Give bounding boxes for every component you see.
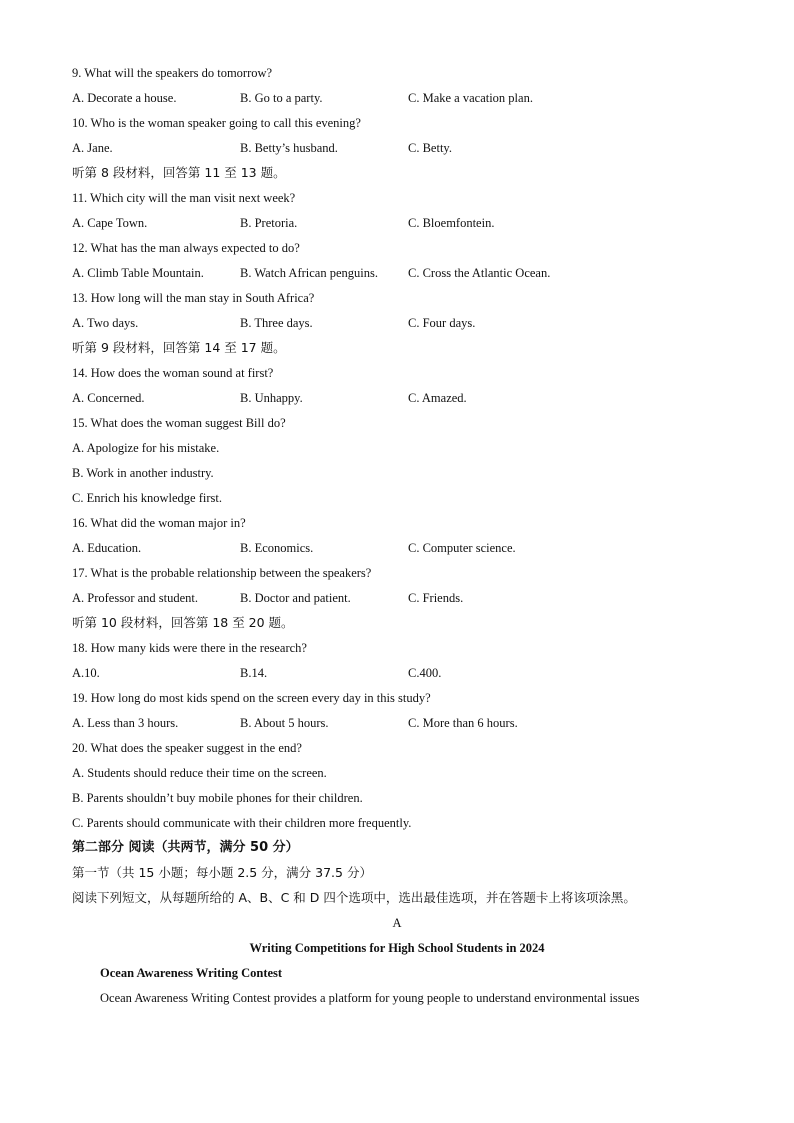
option-b: B. Doctor and patient. bbox=[240, 591, 351, 605]
question-10-options bbox=[72, 139, 722, 164]
contest-heading: Ocean Awareness Writing Contest bbox=[100, 966, 283, 980]
question-13: 13. How long will the man stay in South Africa? bbox=[72, 291, 315, 305]
question-18-options bbox=[72, 664, 722, 689]
page-content bbox=[72, 64, 722, 1014]
question-11: 11. Which city will the man visit next week? bbox=[72, 191, 296, 205]
option-b: B. Unhappy. bbox=[240, 391, 303, 405]
question-12-options bbox=[72, 264, 722, 289]
option-c: C. Computer science. bbox=[408, 541, 516, 555]
part-2-section-1: 第一节（共 15 小题；每小题 2.5 分，满分 37.5 分） bbox=[72, 865, 372, 880]
section-8-instruction: 听第 8 段材料，回答第 11 至 13 题。 bbox=[72, 165, 286, 180]
section-9-instruction: 听第 9 段材料，回答第 14 至 17 题。 bbox=[72, 340, 286, 355]
option-a: A. Jane. bbox=[72, 141, 113, 155]
option-a: A. Climb Table Mountain. bbox=[72, 266, 204, 280]
option-a: A. Less than 3 hours. bbox=[72, 716, 179, 730]
option-c: C. Four days. bbox=[408, 316, 476, 330]
question-9: 9. What will the speakers do tomorrow? bbox=[72, 66, 273, 80]
question-14-options bbox=[72, 389, 722, 414]
passage-letter: A bbox=[392, 916, 402, 930]
question-11-options bbox=[72, 214, 722, 239]
option-b: B. Watch African penguins. bbox=[240, 266, 378, 280]
contest-text: Ocean Awareness Writing Contest provides a platform for young people to understand environmental issues bbox=[100, 991, 640, 1005]
question-19-options bbox=[72, 714, 722, 739]
option-c: C. Betty. bbox=[408, 141, 452, 155]
question-12: 12. What has the man always expected to do? bbox=[72, 241, 300, 255]
option-a: A. Concerned. bbox=[72, 391, 145, 405]
option-b: B. Go to a party. bbox=[240, 91, 323, 105]
option-c: C. Cross the Atlantic Ocean. bbox=[408, 266, 551, 280]
question-16-options bbox=[72, 539, 722, 564]
option-c: C.400. bbox=[408, 666, 442, 680]
option-c: C. Amazed. bbox=[408, 391, 467, 405]
option-a: A. Decorate a house. bbox=[72, 91, 177, 105]
question-17-options bbox=[72, 589, 722, 614]
option-b: B. Three days. bbox=[240, 316, 313, 330]
option-b: B. Parents shouldn’t buy mobile phones for their children. bbox=[72, 791, 363, 805]
option-c: C. Bloemfontein. bbox=[408, 216, 495, 230]
option-b: B. Pretoria. bbox=[240, 216, 298, 230]
option-a: A. Students should reduce their time on the screen. bbox=[72, 766, 327, 780]
part-2-title: 第二部分 阅读（共两节，满分 50 分） bbox=[72, 840, 299, 855]
option-b: B. Work in another industry. bbox=[72, 466, 214, 480]
question-20: 20. What does the speaker suggest in the end? bbox=[72, 741, 302, 755]
question-18: 18. How many kids were there in the research? bbox=[72, 641, 307, 655]
option-c: C. Friends. bbox=[408, 591, 464, 605]
option-a: A. Cape Town. bbox=[72, 216, 148, 230]
question-14: 14. How does the woman sound at first? bbox=[72, 366, 274, 380]
section-10-instruction: 听第 10 段材料，回答第 18 至 20 题。 bbox=[72, 615, 294, 630]
option-a: A.10. bbox=[72, 666, 100, 680]
question-16: 16. What did the woman major in? bbox=[72, 516, 246, 530]
option-b: B.14. bbox=[240, 666, 268, 680]
option-a: A. Two days. bbox=[72, 316, 139, 330]
question-15: 15. What does the woman suggest Bill do? bbox=[72, 416, 286, 430]
question-17: 17. What is the probable relationship between the speakers? bbox=[72, 566, 372, 580]
option-c: C. More than 6 hours. bbox=[408, 716, 518, 730]
option-a: A. Education. bbox=[72, 541, 142, 555]
option-b: B. About 5 hours. bbox=[240, 716, 329, 730]
question-13-options bbox=[72, 314, 722, 339]
question-19: 19. How long do most kids spend on the screen every day in this study? bbox=[72, 691, 431, 705]
passage-title: Writing Competitions for High School Students in 2024 bbox=[249, 941, 545, 955]
option-b: B. Betty’s husband. bbox=[240, 141, 338, 155]
question-10: 10. Who is the woman speaker going to call this evening? bbox=[72, 116, 361, 130]
option-b: B. Economics. bbox=[240, 541, 314, 555]
part-2-instruction: 阅读下列短文，从每题所给的 A、B、C 和 D 四个选项中，选出最佳选项，并在答题卡上将该项涂黑。 bbox=[72, 890, 636, 905]
option-c: C. Parents should communicate with their children more frequently. bbox=[72, 816, 412, 830]
option-c: C. Enrich his knowledge first. bbox=[72, 491, 222, 505]
question-9-options bbox=[72, 89, 722, 114]
option-a: A. Professor and student. bbox=[72, 591, 199, 605]
option-a: A. Apologize for his mistake. bbox=[72, 441, 220, 455]
option-c: C. Make a vacation plan. bbox=[408, 91, 533, 105]
